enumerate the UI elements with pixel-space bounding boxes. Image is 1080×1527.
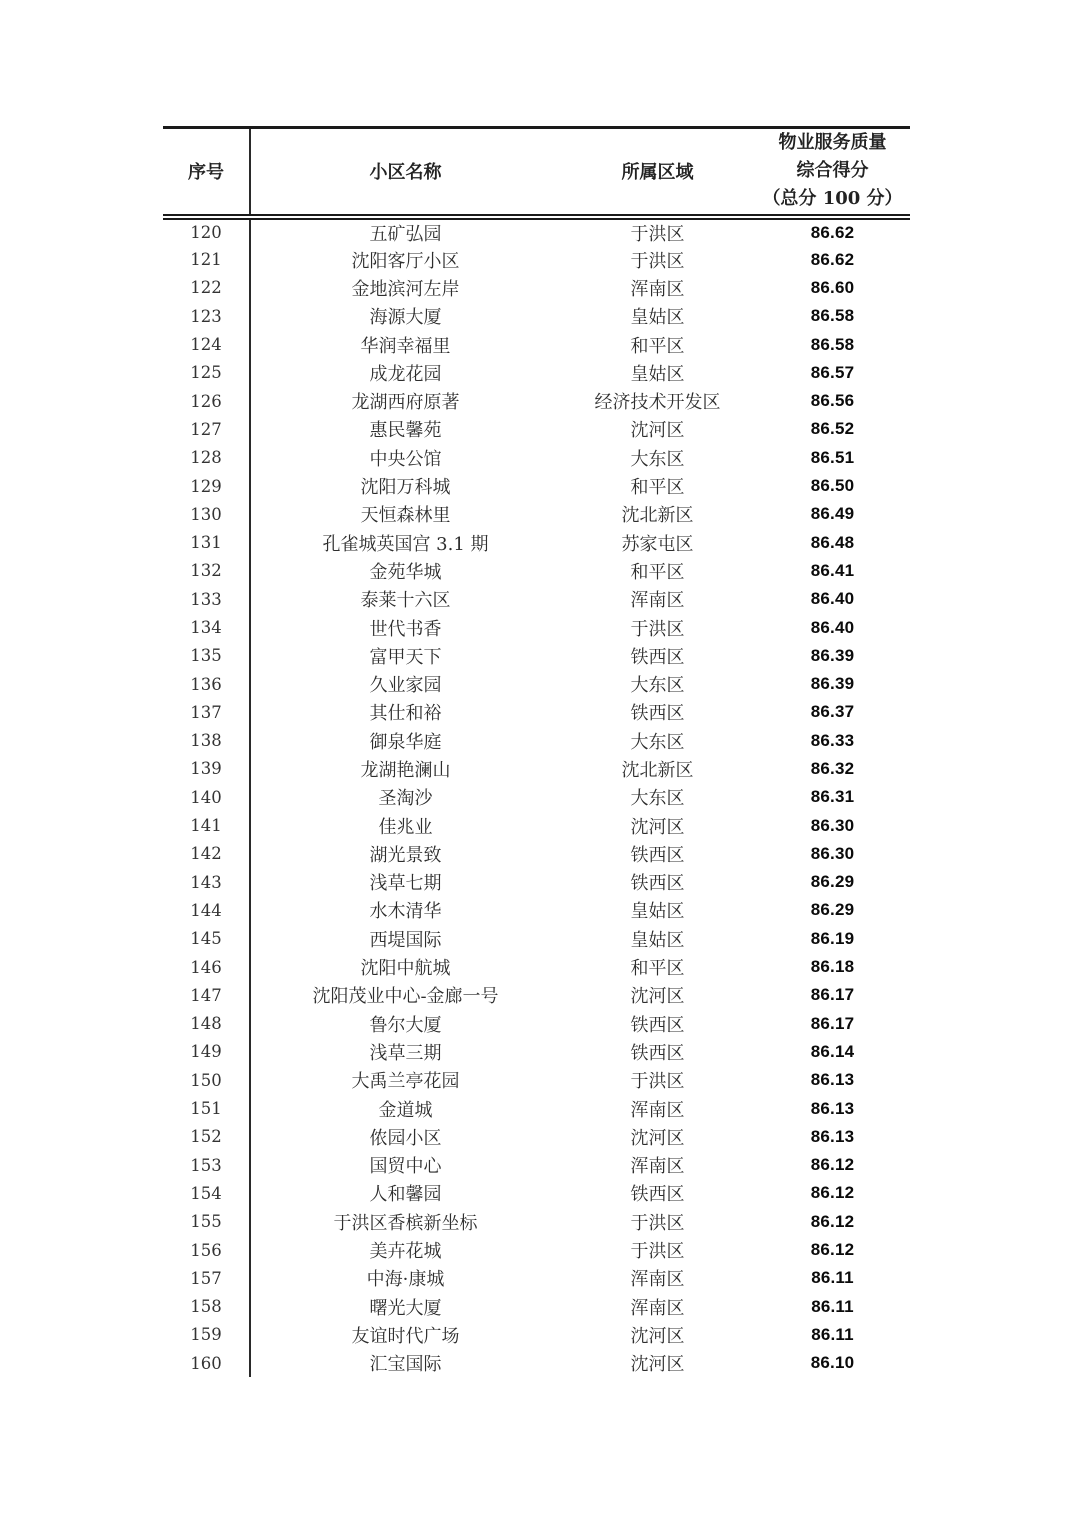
community-name-cell: 湖光景致: [369, 844, 442, 866]
serial-number-cell: 144: [163, 896, 250, 924]
community-name-cell: 成龙花园: [369, 363, 442, 385]
serial-number-cell: 149: [163, 1038, 250, 1066]
district-cell: 于洪区: [630, 618, 685, 640]
score-cell: 86.17: [810, 1013, 855, 1033]
table-row: [163, 359, 910, 387]
community-name-cell: 御泉华庭: [369, 731, 442, 753]
serial-number-cell: 140: [163, 783, 250, 811]
header-score-line1: 物业服务质量: [778, 132, 887, 154]
serial-number-cell: 125: [163, 359, 250, 387]
score-cell: 86.56: [810, 391, 855, 411]
district-cell: 皇姑区: [630, 929, 685, 951]
district-cell: 和平区: [630, 335, 685, 357]
serial-number-cell: 124: [163, 330, 250, 358]
score-cell: 86.17: [810, 985, 855, 1005]
serial-number-cell: 136: [163, 670, 250, 698]
table-header: [163, 128, 910, 217]
score-cell: 86.58: [810, 334, 855, 354]
community-name-cell: 世代书香: [369, 618, 442, 640]
community-name-cell: 国贸中心: [369, 1156, 442, 1178]
serial-number-cell: 157: [163, 1264, 250, 1292]
serial-number-cell: 158: [163, 1292, 250, 1320]
district-cell: 铁西区: [630, 1184, 685, 1206]
district-cell: 沈北新区: [621, 505, 694, 527]
community-name-cell: 龙湖西府原著: [351, 392, 460, 414]
score-cell: 86.11: [811, 1324, 854, 1344]
serial-number-cell: 138: [163, 727, 250, 755]
table-row: [163, 415, 910, 443]
table-row: [163, 896, 910, 924]
serial-number-cell: 127: [163, 415, 250, 443]
score-cell: 86.62: [810, 249, 855, 269]
serial-number-cell: 145: [163, 925, 250, 953]
score-cell: 86.14: [810, 1041, 855, 1061]
community-name-cell: 侬园小区: [369, 1127, 442, 1149]
score-cell: 86.62: [810, 222, 855, 242]
score-cell: 86.37: [810, 702, 855, 722]
serial-number-cell: 123: [163, 302, 250, 330]
score-cell: 86.51: [810, 447, 855, 467]
community-name-cell: 天恒森林里: [360, 505, 451, 527]
table-row: [163, 1179, 910, 1207]
score-cell: 86.39: [810, 674, 855, 694]
score-cell: 86.39: [810, 645, 855, 665]
district-cell: 大东区: [630, 675, 685, 697]
score-cell: 86.50: [810, 476, 855, 496]
table-row: [163, 642, 910, 670]
serial-number-cell: 156: [163, 1236, 250, 1264]
district-cell: 铁西区: [630, 1014, 685, 1036]
score-cell: 86.49: [810, 504, 855, 524]
table-row: [163, 217, 910, 246]
district-cell: 沈河区: [630, 420, 685, 442]
serial-number-cell: 121: [163, 246, 250, 274]
community-name-cell: 华润幸福里: [360, 335, 451, 357]
table-row: [163, 670, 910, 698]
district-cell: 大东区: [630, 731, 685, 753]
district-cell: 浑南区: [630, 1156, 685, 1178]
table-row: [163, 330, 910, 358]
serial-number-cell: 131: [163, 528, 250, 556]
district-cell: 于洪区: [630, 1212, 685, 1234]
table-row: [163, 500, 910, 528]
serial-number-cell: 155: [163, 1208, 250, 1236]
score-cell: 86.13: [810, 1126, 855, 1146]
table-row: [163, 274, 910, 302]
serial-number-cell: 142: [163, 840, 250, 868]
district-cell: 沈河区: [630, 1354, 685, 1376]
table-row: [163, 444, 910, 472]
table-row: [163, 925, 910, 953]
table-row: [163, 1151, 910, 1179]
score-cell: 86.12: [810, 1240, 855, 1260]
table-row: [163, 585, 910, 613]
table-row: [163, 755, 910, 783]
district-cell: 皇姑区: [630, 307, 685, 329]
table-row: [163, 557, 910, 585]
table-body: [163, 217, 910, 1378]
table-row: [163, 1066, 910, 1094]
district-cell: 于洪区: [630, 1071, 685, 1093]
table-row: [163, 1208, 910, 1236]
table-row: [163, 472, 910, 500]
score-cell: 86.48: [810, 532, 855, 552]
district-cell: 铁西区: [630, 703, 685, 725]
district-cell: 铁西区: [630, 646, 685, 668]
community-name-cell: 富甲天下: [369, 646, 442, 668]
serial-number-cell: 134: [163, 613, 250, 641]
table-row: [163, 1236, 910, 1264]
community-name-cell: 中海·康城: [366, 1269, 445, 1291]
district-cell: 于洪区: [630, 250, 685, 272]
score-cell: 86.12: [810, 1183, 855, 1203]
serial-number-cell: 126: [163, 387, 250, 415]
score-cell: 86.29: [810, 900, 855, 920]
score-cell: 86.10: [810, 1353, 855, 1373]
score-cell: 86.19: [810, 928, 855, 948]
table-row: [163, 840, 910, 868]
table-row: [163, 1349, 910, 1377]
table-row: [163, 868, 910, 896]
table-row: [163, 1292, 910, 1320]
header-score: [755, 128, 910, 217]
community-name-cell: 沈阳客厅小区: [351, 250, 460, 272]
district-cell: 铁西区: [630, 844, 685, 866]
community-name-cell: 泰莱十六区: [360, 590, 451, 612]
district-cell: 沈河区: [630, 816, 685, 838]
community-name-cell: 惠民馨苑: [369, 420, 442, 442]
table-row: [163, 1038, 910, 1066]
table-row: [163, 727, 910, 755]
district-cell: 沈北新区: [621, 759, 694, 781]
header-serial-number: 序号: [163, 128, 250, 217]
score-cell: 86.30: [810, 815, 855, 835]
community-name-cell: 人和馨园: [369, 1184, 442, 1206]
score-cell: 86.52: [810, 419, 855, 439]
community-name-cell: 沈阳茂业中心-金廊一号: [312, 986, 499, 1008]
table-row: [163, 1264, 910, 1292]
serial-number-cell: 154: [163, 1179, 250, 1207]
score-cell: 86.29: [810, 872, 855, 892]
serial-number-cell: 137: [163, 698, 250, 726]
table-row: [163, 528, 910, 556]
district-cell: 沈河区: [630, 986, 685, 1008]
serial-number-cell: 133: [163, 585, 250, 613]
district-cell: 浑南区: [630, 278, 685, 300]
table-row: [163, 698, 910, 726]
score-cell: 86.13: [810, 1070, 855, 1090]
district-cell: 皇姑区: [630, 901, 685, 923]
serial-number-cell: 129: [163, 472, 250, 500]
header-row: [163, 128, 910, 217]
serial-number-cell: 151: [163, 1094, 250, 1122]
score-cell: 86.11: [811, 1296, 854, 1316]
score-cell: 86.41: [810, 560, 855, 580]
community-name-cell: 佳兆业: [378, 816, 433, 838]
serial-number-cell: 150: [163, 1066, 250, 1094]
community-name-cell: 金地滨河左岸: [351, 278, 460, 300]
serial-number-cell: 152: [163, 1123, 250, 1151]
header-score-line3: （总分 100 分）: [762, 188, 903, 210]
serial-number-cell: 160: [163, 1349, 250, 1377]
score-cell: 86.32: [810, 758, 855, 778]
serial-number-cell: 139: [163, 755, 250, 783]
score-cell: 86.33: [810, 730, 855, 750]
score-cell: 86.12: [810, 1211, 855, 1231]
serial-number-cell: 143: [163, 868, 250, 896]
serial-number-cell: 141: [163, 811, 250, 839]
district-cell: 和平区: [630, 477, 685, 499]
table-row: [163, 953, 910, 981]
district-cell: 大东区: [630, 788, 685, 810]
district-cell: 沈河区: [630, 1325, 685, 1347]
score-cell: 86.18: [810, 957, 855, 977]
table-row: [163, 811, 910, 839]
score-cell: 86.60: [810, 277, 855, 297]
table-row: [163, 1010, 910, 1038]
community-name-cell: 美卉花城: [369, 1241, 442, 1263]
community-name-cell: 中央公馆: [369, 448, 442, 470]
score-cell: 86.31: [810, 787, 855, 807]
district-cell: 浑南区: [630, 1297, 685, 1319]
community-name-cell: 海源大厦: [369, 307, 442, 329]
district-cell: 苏家屯区: [621, 533, 694, 555]
district-cell: 浑南区: [630, 1099, 685, 1121]
community-name-cell: 鲁尔大厦: [369, 1014, 442, 1036]
score-cell: 86.30: [810, 843, 855, 863]
district-cell: 于洪区: [630, 223, 685, 245]
community-name-cell: 孔雀城英国宫 3.1 期: [322, 533, 489, 555]
header-district: 所属区域: [560, 128, 755, 217]
serial-number-cell: 159: [163, 1321, 250, 1349]
district-cell: 于洪区: [630, 1241, 685, 1263]
community-name-cell: 圣淘沙: [378, 788, 433, 810]
table-row: [163, 783, 910, 811]
score-cell: 86.57: [810, 362, 855, 382]
table-row: [163, 981, 910, 1009]
community-name-cell: 水木清华: [369, 901, 442, 923]
score-cell: 86.13: [810, 1098, 855, 1118]
serial-number-cell: 147: [163, 981, 250, 1009]
score-cell: 86.40: [810, 617, 855, 637]
table-row: [163, 387, 910, 415]
serial-number-cell: 120: [163, 217, 250, 246]
serial-number-cell: 132: [163, 557, 250, 585]
score-cell: 86.11: [811, 1268, 854, 1288]
district-cell: 经济技术开发区: [594, 392, 721, 414]
district-cell: 大东区: [630, 448, 685, 470]
community-name-cell: 大禹兰亭花园: [351, 1071, 460, 1093]
community-name-cell: 久业家园: [369, 675, 442, 697]
header-score-line2: 综合得分: [796, 160, 869, 182]
header-community-name: 小区名称: [250, 128, 560, 217]
serial-number-cell: 153: [163, 1151, 250, 1179]
score-cell: 86.40: [810, 589, 855, 609]
table-row: [163, 1094, 910, 1122]
district-cell: 铁西区: [630, 873, 685, 895]
community-name-cell: 浅草七期: [369, 873, 442, 895]
serial-number-cell: 130: [163, 500, 250, 528]
community-name-cell: 友谊时代广场: [351, 1325, 460, 1347]
community-name-cell: 曙光大厦: [369, 1297, 442, 1319]
district-cell: 浑南区: [630, 1269, 685, 1291]
serial-number-cell: 135: [163, 642, 250, 670]
community-name-cell: 沈阳万科城: [360, 477, 451, 499]
property-score-table: [163, 126, 910, 1377]
serial-number-cell: 128: [163, 444, 250, 472]
community-name-cell: 五矿弘园: [369, 223, 442, 245]
district-cell: 铁西区: [630, 1042, 685, 1064]
community-name-cell: 沈阳中航城: [360, 958, 451, 980]
community-name-cell: 其仕和裕: [369, 703, 442, 725]
serial-number-cell: 146: [163, 953, 250, 981]
serial-number-cell: 122: [163, 274, 250, 302]
community-name-cell: 浅草三期: [369, 1042, 442, 1064]
community-name-cell: 金道城: [378, 1099, 433, 1121]
table-row: [163, 613, 910, 641]
community-name-cell: 于洪区香槟新坐标: [333, 1212, 478, 1234]
serial-number-cell: 148: [163, 1010, 250, 1038]
table-row: [163, 302, 910, 330]
district-cell: 沈河区: [630, 1127, 685, 1149]
score-cell: 86.12: [810, 1155, 855, 1175]
community-name-cell: 龙湖艳澜山: [360, 759, 451, 781]
district-cell: 皇姑区: [630, 363, 685, 385]
community-name-cell: 西堤国际: [369, 929, 442, 951]
community-name-cell: 汇宝国际: [369, 1354, 442, 1376]
district-cell: 和平区: [630, 958, 685, 980]
district-cell: 和平区: [630, 561, 685, 583]
table-row: [163, 246, 910, 274]
table-row: [163, 1321, 910, 1349]
district-cell: 浑南区: [630, 590, 685, 612]
community-name-cell: 金苑华城: [369, 561, 442, 583]
table-row: [163, 1123, 910, 1151]
score-cell: 86.58: [810, 306, 855, 326]
